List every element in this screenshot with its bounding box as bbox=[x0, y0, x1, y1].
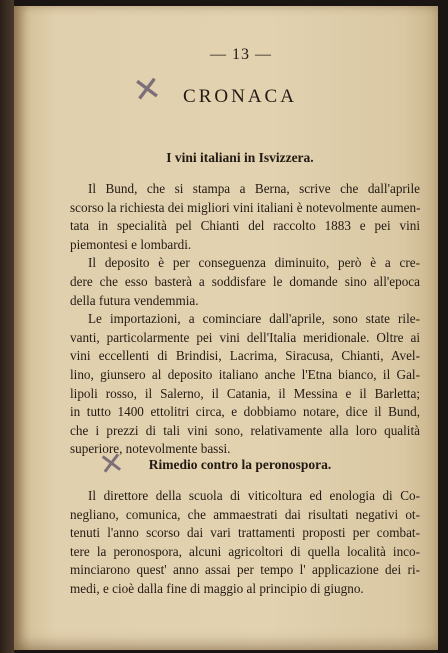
text-line: tenuti l'anno scorso dai vari trattamenti proposti per combat- bbox=[70, 525, 420, 541]
section-heading: Rimedio contro la peronospora. bbox=[148, 457, 332, 472]
text-line: che i prezzi di tali vini sono, relativamente alla loro qualità bbox=[70, 422, 420, 438]
text-line: superiore, notevolmente bassi. bbox=[70, 441, 231, 457]
text-line: della futura vendemmia. bbox=[70, 292, 199, 308]
text-line: Il direttore della scuola di viticoltura ed enologia di Co- bbox=[88, 488, 420, 503]
page-title: CRONACA bbox=[183, 86, 297, 107]
page-number: — 13 — bbox=[210, 46, 272, 63]
text-line: lipoli rosso, il Salerno, il Catania, il Messina e il Barletta; bbox=[70, 385, 420, 401]
pencil-x-mark: ✕ bbox=[130, 68, 165, 112]
text-line: tere la peronospora, alcuni agricoltori di quella località inco- bbox=[70, 543, 420, 559]
text-line: Il deposito è per conseguenza diminuito, però è a cre- bbox=[88, 255, 420, 271]
text-line: tata in specialità pel Chianti del raccolto 1883 e pei vini bbox=[70, 218, 420, 234]
text-line: scorso la richiesta dei migliori vini italiani è notevolmente aumen- bbox=[70, 199, 420, 215]
text-line: minciarono quest' anno assai per tempo l' applicazione dei ri- bbox=[70, 562, 420, 578]
text-line: lino, giunsero al deposito italiano anche l'Etna bianco, il Gal- bbox=[70, 367, 420, 382]
pencil-x-mark: ✕ bbox=[96, 445, 127, 484]
text-line: Il Bund, che si stampa a Berna, scrive che dall'aprile bbox=[88, 181, 420, 196]
text-line: dere che esso basterà a soddisfare le domande sino all'epoca bbox=[70, 274, 420, 289]
text-line: piemontesi e lombardi. bbox=[70, 236, 192, 252]
text-line: Le importazioni, a cominciare dall'aprile, sono state rile- bbox=[88, 311, 420, 327]
text-line: negliano, comunica, che ammaestrati dai risultati negativi ot- bbox=[70, 506, 420, 522]
section-heading: I vini italiani in Isvizzera. bbox=[166, 150, 314, 165]
book-spine bbox=[0, 0, 14, 653]
text-line: medi, e cioè dalla fine di maggio al principio di giugno. bbox=[70, 581, 364, 596]
text-line: in tutto 1400 ettolitri circa, e dobbiamo notare, dice il Bund, bbox=[70, 404, 420, 420]
text-line: vanti, particolarmente pei vini dell'Italia meridionale. Oltre ai bbox=[70, 329, 420, 345]
text-line: vini eccellenti di Brindisi, Lacrima, Siracusa, Chianti, Avel- bbox=[70, 348, 420, 364]
